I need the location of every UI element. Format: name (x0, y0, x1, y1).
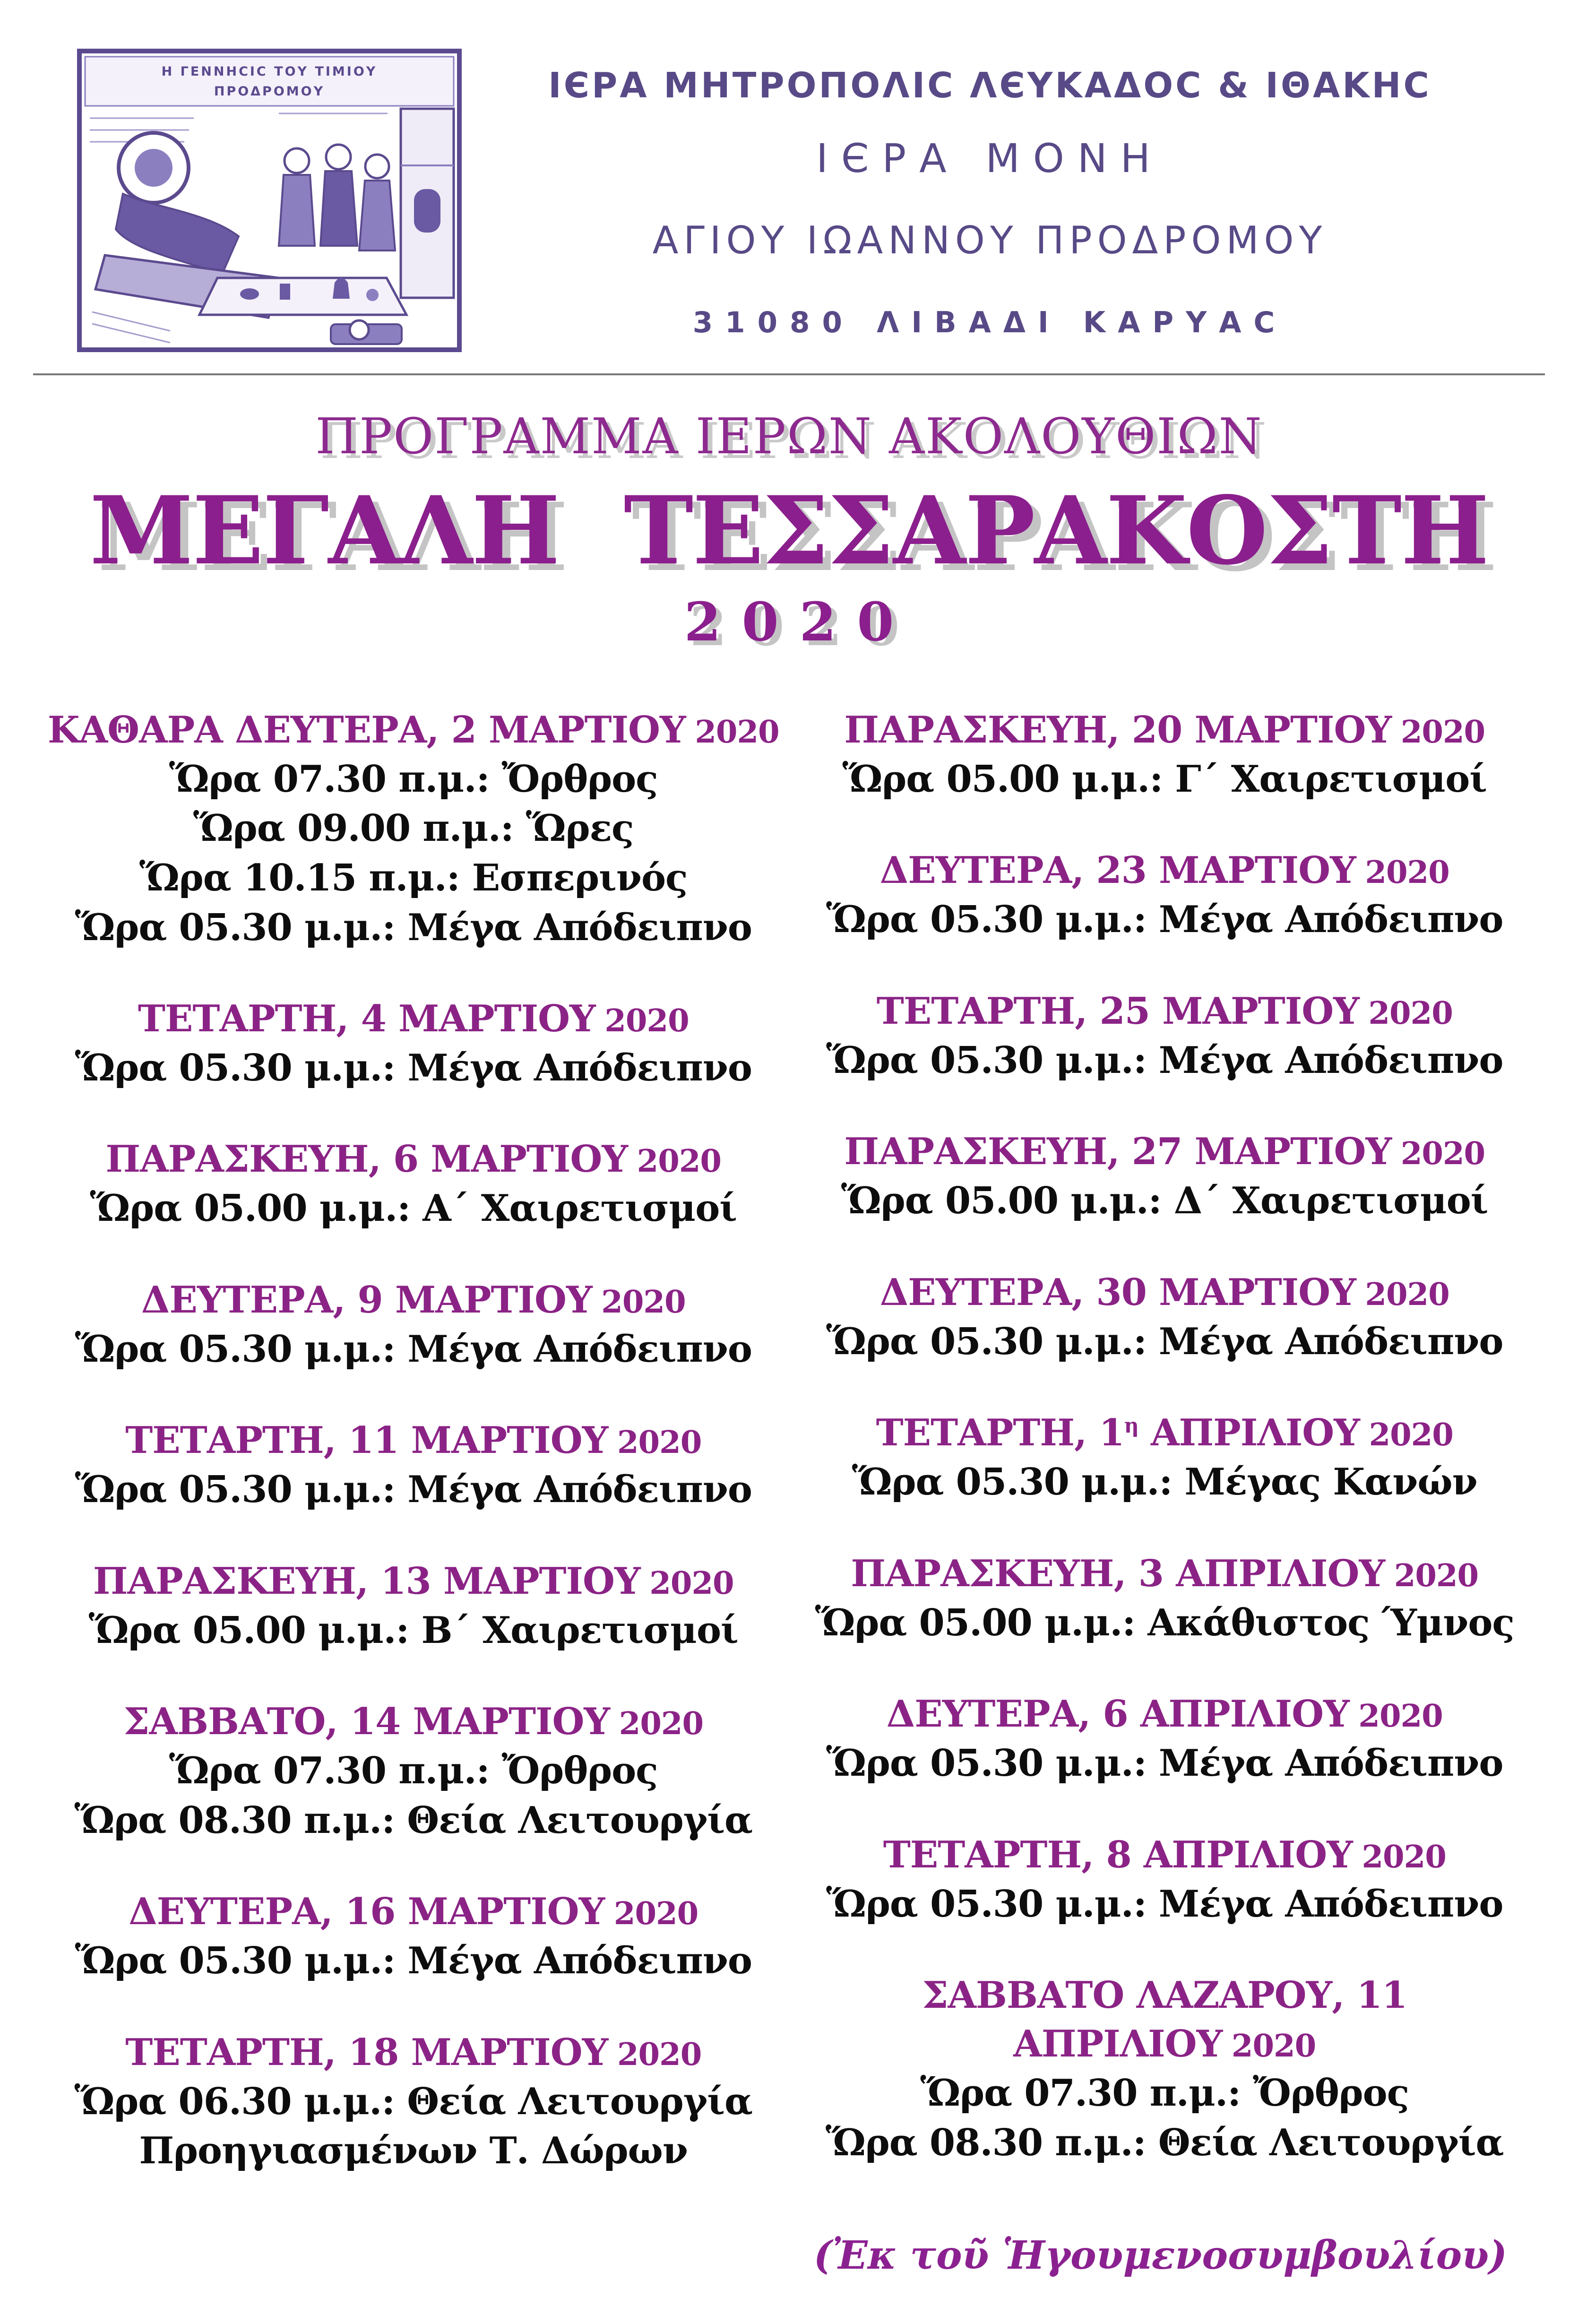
service-day-block (789, 1550, 1541, 1648)
service-time-entry: Ὥρα 05.30 μ.μ.: Μέγα Απόδειπνο (75, 1939, 752, 1983)
service-day-block (38, 1888, 789, 1986)
service-date-heading (789, 1128, 1541, 1176)
service-day-block (38, 1417, 789, 1514)
service-time-entry: Ὥρα 07.30 π.μ.: Ὄρθρος (169, 1749, 658, 1793)
service-day-block (38, 2029, 789, 2176)
service-day-block (789, 1128, 1541, 1226)
service-time-entry: Ὥρα 10.15 π.μ.: Εσπερινός (139, 856, 688, 899)
service-day-block (789, 1971, 1541, 2168)
icon-attendant-figures (279, 145, 395, 251)
service-date-heading (789, 987, 1541, 1036)
date-text: ΔΕΥΤΕΡΑ, 23 ΜΑΡΤΙΟΥ (880, 849, 1356, 892)
service-date-heading (38, 995, 789, 1044)
date-text: ΠΑΡΑΣΚΕΥΗ, 27 ΜΑΡΤΙΟΥ (844, 1130, 1392, 1174)
date-year: 2020 (695, 714, 779, 750)
service-date-heading (789, 1831, 1541, 1880)
letterhead-text (463, 47, 1517, 354)
service-day-block (38, 1135, 789, 1233)
service-date-heading (789, 847, 1541, 895)
service-time-entry: Ὥρα 05.30 μ.μ.: Μέγα Απόδειπνο (826, 1742, 1503, 1785)
date-year: 2020 (1231, 2028, 1316, 2065)
date-year: 2020 (604, 1002, 689, 1039)
service-date-heading (38, 1888, 789, 1936)
service-day-block (789, 1690, 1541, 1788)
date-year: 2020 (601, 1283, 686, 1320)
service-day-block (789, 1269, 1541, 1366)
service-time-entry: Ὥρα 05.00 μ.μ.: Α΄ Χαιρετισμοί (90, 1187, 737, 1230)
service-date-heading (38, 1135, 789, 1184)
monastery-name-line2: ΑΓΙΟΥ ΙΩΑΝΝΟΥ ΠΡΟΔΡΟΜΟΥ (652, 218, 1328, 262)
service-date-heading (789, 1971, 1541, 2069)
service-time-entry: Ὥρα 05.30 μ.μ.: Μέγας Κανών (852, 1460, 1477, 1504)
service-time-entry: Ὥρα 06.30 μ.μ.: Θεία Λειτουργία (74, 2080, 752, 2123)
date-text: ΠΑΡΑΣΚΕΥΗ, 13 ΜΑΡΤΙΟΥ (93, 1559, 640, 1603)
service-time-entry: Προηγιασμένων Τ. Δώρων (139, 2129, 688, 2173)
date-year: 2020 (1362, 1838, 1446, 1875)
date-text: ΔΕΥΤΕΡΑ, 16 ΜΑΡΤΙΟΥ (129, 1890, 605, 1934)
service-time-entry: Ὥρα 08.30 π.μ.: Θεία Λειτουργία (825, 2121, 1504, 2164)
service-date-heading (38, 1557, 789, 1606)
date-year: 2020 (613, 1895, 698, 1932)
date-year: 2020 (617, 1424, 702, 1461)
service-time-entry: Ὥρα 05.00 μ.μ.: Γ΄ Χαιρετισμοί (842, 757, 1487, 801)
date-text: ΤΕΤΑΡΤΗ, 25 ΜΑΡΤΙΟΥ (876, 989, 1359, 1033)
monastery-name-line1: ΙЄΡΑ ΜΟΝΗ (816, 135, 1164, 181)
service-time-entry: Ὥρα 07.30 π.μ.: Ὄρθρος (169, 757, 658, 801)
date-text: ΣΑΒΒΑΤΟ, 14 ΜΑΡΤΙΟΥ (123, 1700, 610, 1744)
date-year: 2020 (1369, 1417, 1453, 1453)
date-text: ΔΕΥΤΕΡΑ, 9 ΜΑΡΤΙΟΥ (141, 1278, 592, 1322)
date-text-month: ΑΠΡΙΛΙΟΥ (1138, 1411, 1360, 1455)
date-text: ΔΕΥΤΕΡΑ, 6 ΑΠΡΙΛΙΟΥ (886, 1693, 1349, 1736)
service-time-entry: Ὥρα 07.30 π.μ.: Ὄρθρος (920, 2072, 1409, 2115)
service-day-block (38, 1276, 789, 1374)
service-date-heading (38, 2029, 789, 2077)
service-time-entry: Ὥρα 09.00 π.μ.: Ὥρες (193, 807, 634, 850)
service-time-entry: Ὥρα 05.30 μ.μ.: Μέγα Απόδειπνο (826, 1038, 1503, 1082)
date-year: 2020 (1400, 1135, 1485, 1172)
date-text: ΤΕΤΑΡΤΗ, 4 ΜΑΡΤΙΟΥ (138, 997, 595, 1041)
letterhead (0, 0, 1578, 354)
service-time-entry: Ὥρα 05.30 μ.μ.: Μέγα Απόδειπνο (826, 1882, 1503, 1926)
service-time-entry: Ὥρα 05.00 μ.μ.: Δ΄ Χαιρετισμοί (841, 1179, 1488, 1223)
service-time-entry: Ὥρα 05.00 μ.μ.: Β΄ Χαιρετισμοί (88, 1608, 738, 1652)
service-day-block (789, 1409, 1541, 1507)
nativity-of-prodromos-icon (76, 47, 463, 354)
address-line: 31080 ΛΙΒΑΔΙ ΚΑΡΥΑC (692, 306, 1287, 339)
service-day-block (789, 847, 1541, 944)
date-text: ΚΑΘΑΡΑ ΔΕΥΤΕΡΑ, 2 ΜΑΡΤΙΟΥ (47, 708, 686, 752)
date-year: 2020 (1365, 854, 1449, 891)
schedule-column-right (789, 706, 1541, 2219)
service-day-block (789, 987, 1541, 1085)
date-text: ΤΕΤΑΡΤΗ, 18 ΜΑΡΤΙΟΥ (125, 2030, 608, 2074)
service-date-heading (38, 1698, 789, 1746)
date-year: 2020 (617, 2036, 702, 2073)
service-time-entry: Ὥρα 05.30 μ.μ.: Μέγα Απόδειπνο (75, 1327, 752, 1371)
date-year: 2020 (1400, 714, 1485, 750)
date-text: ΣΑΒΒΑΤΟ ΛΑΖΑΡΟΥ, 11 ΑΠΡΙΛΙΟΥ (922, 1974, 1407, 2066)
icon-artwork (76, 47, 463, 354)
date-text: ΤΕΤΑΡΤΗ, 11 ΜΑΡΤΙΟΥ (125, 1419, 608, 1462)
service-time-entry: Ὥρα 05.30 μ.μ.: Μέγα Απόδειπνο (75, 1046, 752, 1089)
service-day-block (38, 1557, 789, 1655)
date-text: ΠΑΡΑΣΚΕΥΗ, 6 ΜΑΡΤΙΟΥ (105, 1138, 628, 1181)
service-time-entry: Ὥρα 08.30 π.μ.: Θεία Λειτουργία (74, 1798, 752, 1842)
service-time-entry: Ὥρα 05.30 μ.μ.: Μέγα Απόδειπνο (826, 1320, 1503, 1363)
service-date-heading (789, 1269, 1541, 1317)
service-date-heading (789, 1690, 1541, 1739)
service-date-heading (38, 1276, 789, 1325)
date-text: ΠΑΡΑΣΚΕΥΗ, 20 ΜΑΡΤΙΟΥ (844, 708, 1392, 752)
date-year: 2020 (1394, 1557, 1479, 1594)
service-time-entry: Ὥρα 05.00 μ.μ.: Ακάθιστος Ύμνος (815, 1601, 1514, 1644)
service-date-heading (789, 706, 1541, 755)
service-date-heading (38, 706, 789, 755)
date-year: 2020 (1358, 1698, 1443, 1735)
service-day-block (789, 706, 1541, 804)
date-year: 2020 (1365, 1276, 1449, 1313)
icon-caption-line1: Η ΓΕΝΝΗCΙC ΤΟΥ ΤΙΜΙΟΥ (161, 64, 378, 79)
service-time-entry: Ὥρα 05.30 μ.μ.: Μέγα Απόδειπνο (826, 898, 1503, 942)
date-year: 2020 (649, 1564, 734, 1601)
service-day-block (789, 1831, 1541, 1929)
date-year: 2020 (1368, 994, 1453, 1031)
service-date-heading (38, 1417, 789, 1465)
service-day-block (38, 706, 789, 952)
metropolis-name: ΙЄΡΑ ΜΗΤΡΟΠΟΛΙC ΛЄΥΚΑΔΟC & ΙΘΑΚΗC (548, 65, 1431, 106)
date-text: ΔΕΥΤΕΡΑ, 30 ΜΑΡΤΙΟΥ (880, 1270, 1356, 1314)
schedule (0, 706, 1578, 2219)
service-time-entry: Ὥρα 05.30 μ.μ.: Μέγα Απόδειπνο (75, 906, 752, 949)
page-title: ΜΕΓΑΛΗ ΤΕΣΣΑΡΑΚΟΣΤΗ (89, 475, 1489, 586)
date-text: ΠΑΡΑΣΚΕΥΗ, 3 ΑΠΡΙΛΙΟΥ (851, 1552, 1385, 1595)
service-date-heading (789, 1409, 1541, 1458)
date-year: 2020 (637, 1143, 721, 1180)
service-date-heading (789, 1550, 1541, 1598)
date-year: 2020 (619, 1705, 704, 1742)
title-year: 2020 (684, 591, 915, 653)
date-text: ΤΕΤΑΡΤΗ, 8 ΑΠΡΙΛΙΟΥ (883, 1833, 1353, 1876)
program-subtitle: ΠΡΟΓΡΑΜΜΑ ΙΕΡΩΝ ΑΚΟΛΟΥΘΙΩΝ (315, 407, 1263, 465)
service-time-entry: Ὥρα 05.30 μ.μ.: Μέγα Απόδειπνο (75, 1468, 752, 1512)
divider-line (33, 373, 1545, 375)
date-ordinal-suffix: η (1124, 1414, 1138, 1438)
service-day-block (38, 995, 789, 1093)
signature-line: (Ἐκ τοῦ Ἡγουμενοσυμβουλίου) (813, 2232, 1507, 2278)
service-day-block (38, 1698, 789, 1845)
date-text: ΤΕΤΑΡΤΗ, 1 (876, 1411, 1124, 1455)
icon-caption-line2: ΠΡΟΔΡΟΜΟΥ (214, 84, 325, 99)
schedule-column-left (38, 706, 789, 2219)
